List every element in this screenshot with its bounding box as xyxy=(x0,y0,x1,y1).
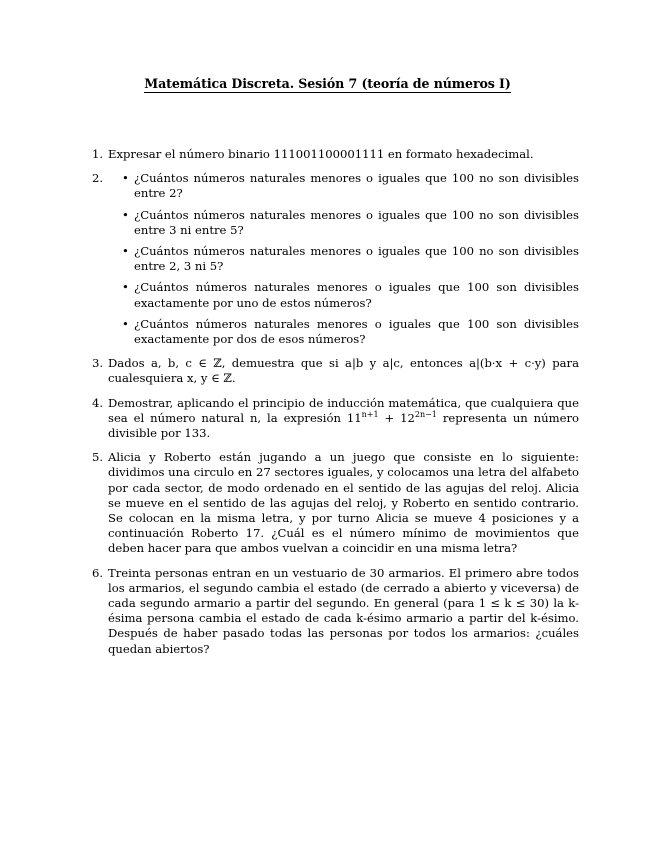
exercise-number: 5. xyxy=(92,450,104,465)
page-title-text: Matemática Discreta. Sesión 7 (teoría de números I) xyxy=(144,76,511,91)
exercise-5 xyxy=(92,450,579,556)
bullet-icon: • xyxy=(122,280,129,295)
exercise-1 xyxy=(92,147,579,162)
sub-question xyxy=(108,280,579,310)
sub-question-list xyxy=(108,171,579,347)
exponent-n-plus-1: n+1 xyxy=(361,409,379,419)
exercise-text: Alicia y Roberto están jugando a un juego que consiste en lo siguiente: dividimos una circulo en 27 sectores iguales, y colocamos una letra del alfabeto por cada sector, de modo ordenado en el sentido de las agujas del reloj. Alicia se mueve en el sentido de las agujas del reloj, y Roberto en sentido contrario. Se colocan en la misma letra, y por turno Alicia se mueve 4 posiciones y a continuación Roberto 17. ¿Cuál es el número mínimo de movimientos que deben hacer para que ambos vuelvan a coincidir en una misma letra? xyxy=(108,450,579,556)
exercise-text-mid: + 12 xyxy=(378,410,415,425)
exercise-4 xyxy=(92,396,579,442)
exercise-2 xyxy=(92,171,579,347)
exercise-text: Treinta personas entran en un vestuario de 30 armarios. El primero abre todos los armarios, el segundo cambia el estado (de cerrado a abierto y viceversa) de cada segundo armario a partir del segundo. En general (para 1 ≤ k ≤ 30) la k-ésima persona cambia el estado de cada k-ésimo armario a partir del k-ésimo. Después de haber pasado todas las personas por todos los armarios: ¿cuáles quedan abiertos? xyxy=(108,565,579,656)
bullet-icon: • xyxy=(122,207,129,222)
sub-question xyxy=(108,244,579,274)
bullet-icon: • xyxy=(122,171,129,186)
bullet-icon: • xyxy=(122,316,129,331)
exercise-list xyxy=(92,147,579,666)
bullet-icon: • xyxy=(122,244,129,259)
sub-question-text: ¿Cuántos números naturales menores o iguales que 100 no son divisibles entre 2, 3 ni 5? xyxy=(134,244,579,274)
sub-question-text: ¿Cuántos números naturales menores o iguales que 100 no son divisibles entre 2? xyxy=(134,171,579,201)
exercise-text: Dados a, b, c ∈ ℤ, demuestra que si a|b y a|c, entonces a|(b·x + c·y) para cualesquiera x, y ∈ ℤ. xyxy=(108,356,579,386)
exponent-2n-minus-1: 2n−1 xyxy=(414,409,437,419)
sub-question xyxy=(108,317,579,347)
exercise-number: 2. xyxy=(92,171,104,186)
exercise-number: 1. xyxy=(92,147,104,161)
exercise-text: Expresar el número binario 111001100001111 en formato hexadecimal. xyxy=(108,147,534,161)
exercise-6 xyxy=(92,566,579,657)
sub-question xyxy=(108,171,579,201)
exercise-text-after: representa un número divisible por 133. xyxy=(108,410,579,441)
exercise-number: 4. xyxy=(92,395,104,410)
exercise-text-before: Demostrar, aplicando el principio de inducción matemática, que cualquiera que sea el número natural n, la expresión 11 xyxy=(108,395,579,425)
exercise-number: 3. xyxy=(92,356,104,371)
sub-question-text: ¿Cuántos números naturales menores o iguales que 100 son divisibles exactamente por uno de estos números? xyxy=(134,280,579,310)
sub-question-text: ¿Cuántos números naturales menores o iguales que 100 son divisibles exactamente por dos de esos números? xyxy=(134,316,579,347)
page-title xyxy=(0,76,655,91)
sub-question-text: ¿Cuántos números naturales menores o iguales que 100 no son divisibles entre 3 ni entre 5? xyxy=(134,207,579,237)
exercise-3 xyxy=(92,356,579,386)
sub-question xyxy=(108,208,579,238)
exercise-number: 6. xyxy=(92,565,104,580)
